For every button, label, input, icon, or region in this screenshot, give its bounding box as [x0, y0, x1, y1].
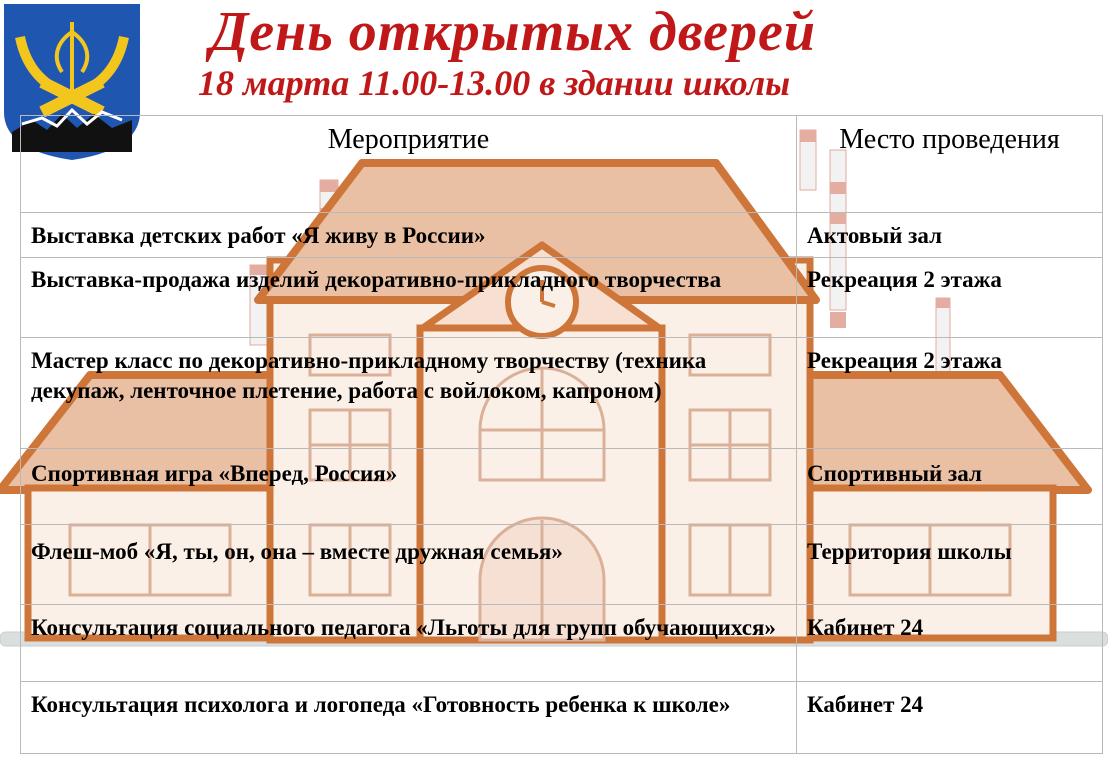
place-cell: Спортивный зал — [797, 449, 1103, 525]
place-cell: Рекреация 2 этажа — [797, 258, 1103, 338]
table-row — [21, 682, 1103, 754]
event-cell: Консультация психолога и логопеда «Готовность ребенка к школе» — [21, 682, 797, 754]
place-cell: Кабинет 24 — [797, 682, 1103, 754]
event-cell: Консультация социального педагога «Льготы для групп обучающихся» — [21, 605, 797, 682]
event-cell: Спортивная игра «Вперед, Россия» — [21, 449, 797, 525]
event-cell: Флеш-моб «Я, ты, он, она – вместе дружная семья» — [21, 525, 797, 605]
table-row — [21, 213, 1103, 258]
place-cell: Кабинет 24 — [797, 605, 1103, 682]
place-cell: Рекреация 2 этажа — [797, 338, 1103, 449]
event-cell: Мастер класс по декоративно-прикладному творчеству (техника декупаж, ленточное плетение, работа с войлоком, капроном) — [21, 338, 797, 449]
table-header-row — [21, 116, 1103, 213]
table-row — [21, 525, 1103, 605]
event-cell: Выставка-продажа изделий декоративно-прикладного творчества — [21, 258, 797, 338]
place-cell: Актовый зал — [797, 213, 1103, 258]
table-row — [21, 258, 1103, 338]
events-table — [20, 115, 1103, 754]
table-row — [21, 605, 1103, 682]
event-cell: Выставка детских работ «Я живу в России» — [21, 213, 797, 258]
table-row — [21, 449, 1103, 525]
place-cell: Территория школы — [797, 525, 1103, 605]
column-header-place: Место проведения — [797, 116, 1103, 213]
page-title: День открытых дверей — [210, 1, 816, 63]
table-row — [21, 338, 1103, 449]
page-subtitle: 18 марта 11.00-13.00 в здании школы — [198, 63, 791, 103]
column-header-event: Мероприятие — [21, 116, 797, 213]
